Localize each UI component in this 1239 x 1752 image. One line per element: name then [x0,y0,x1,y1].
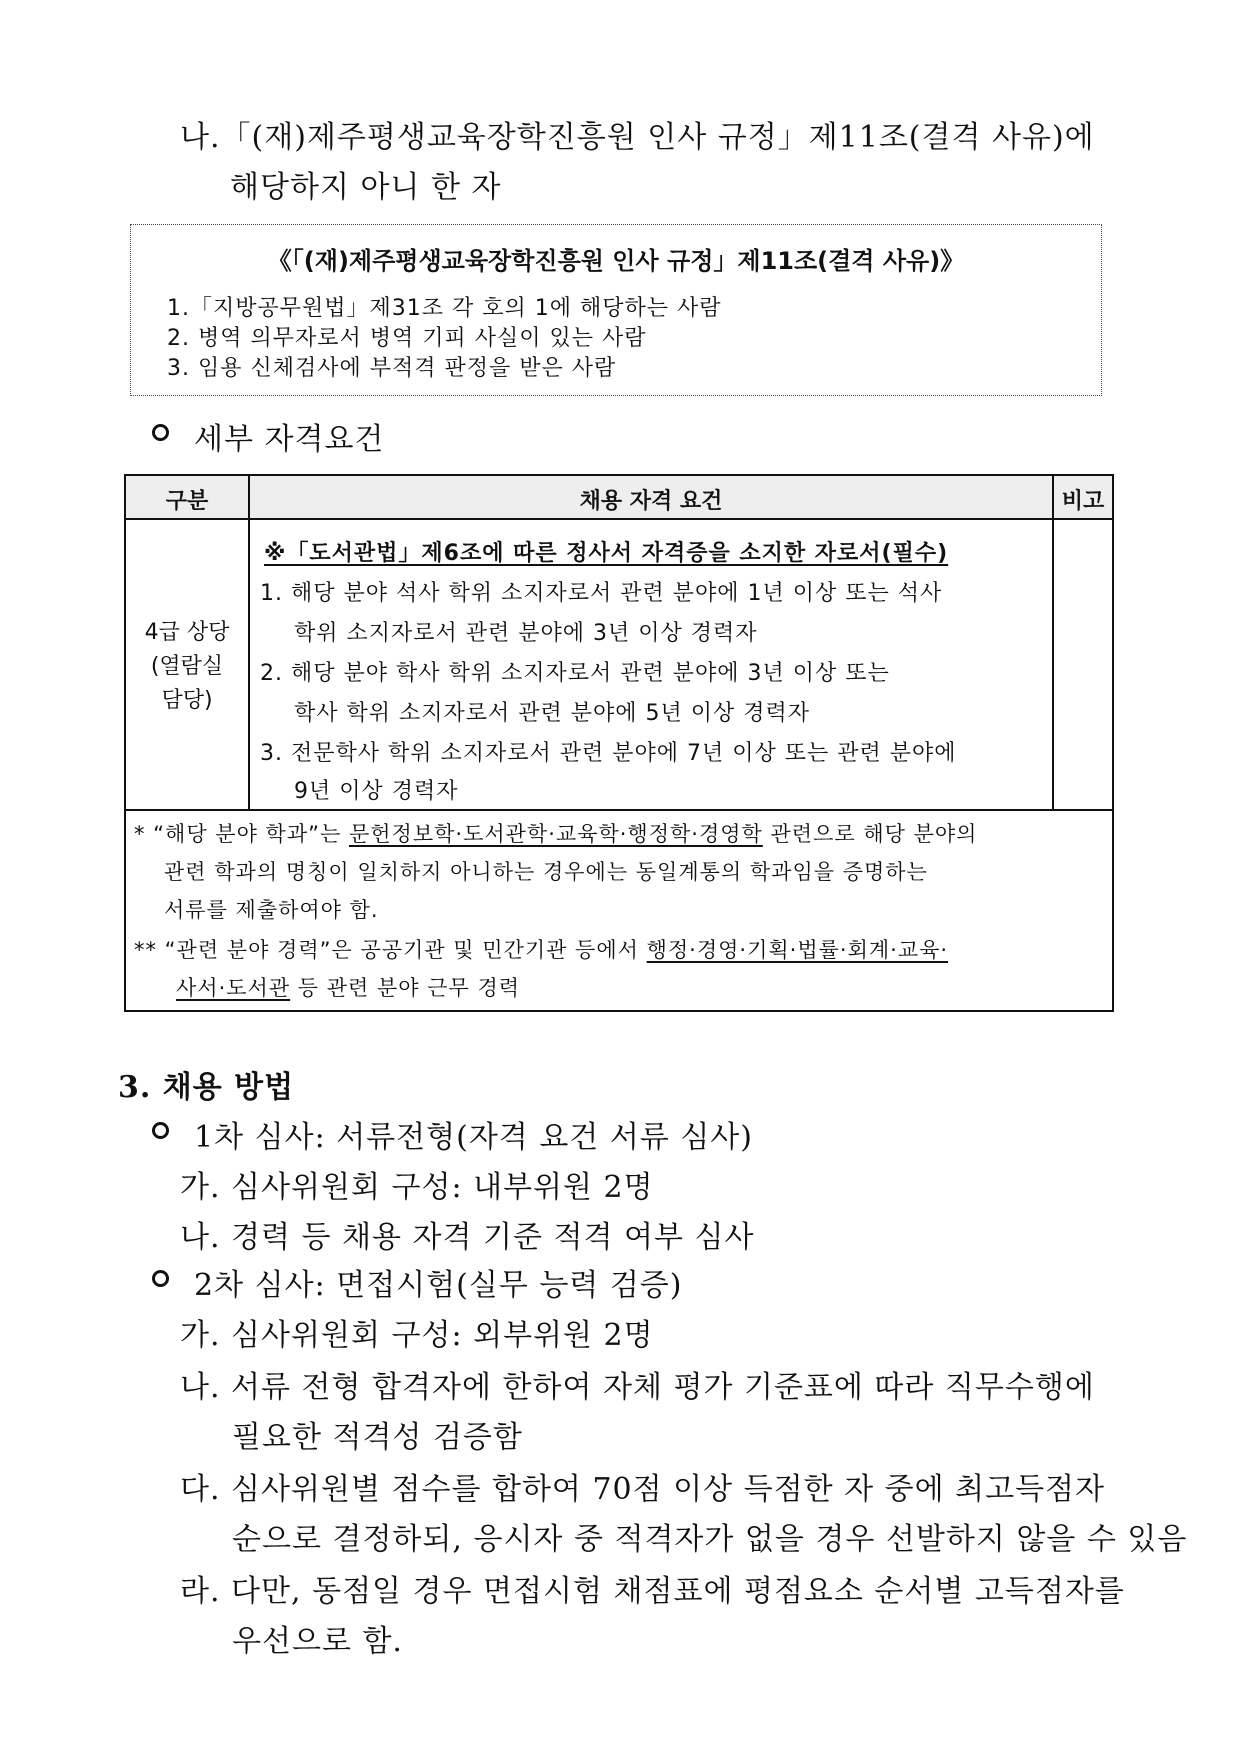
footnote-2-suffix: 등 관련 분야 근무 경력 [290,976,521,1000]
category-line-3: 담당) [161,688,213,713]
header-category: 구분 [165,489,209,514]
disqualification-rule-box [130,224,1102,396]
footnote-2-line-1 [134,934,948,964]
detail-heading: 세부 자격요건 [194,422,385,457]
stage-2-item-na-line-1: 나. 서류 전형 합격자에 한하여 자체 평가 기준표에 따라 직무수행에 [180,1370,1095,1405]
requirement-line-4: 학사 학위 소지자로서 관련 분야에 5년 이상 경력자 [294,701,810,726]
stage-1-item-ga: 가. 심사위원회 구성: 내부위원 2명 [180,1170,654,1205]
stage-2-item-da-line-2: 순으로 결정하되, 응시자 중 적격자가 없을 경우 선발하지 않을 수 있음 [232,1522,1188,1557]
footnote-2-prefix: ** “관련 분야 경력”은 공공기관 및 민간기관 등에서 [134,938,647,962]
footnote-1-underlined: 문헌정보학·도서관학·교육학·행정학·경영학 [348,822,763,846]
footnote-2-underlined-1: 행정·경영·기획·법률·회계·교육· [646,938,949,962]
footnote-1-line-2: 관련 학과의 명칭이 일치하지 아니하는 경우에는 동일계통의 학과임을 증명하는 [164,860,928,884]
requirement-line-3: 2. 해당 분야 학사 학위 소지자로서 관련 분야에 3년 이상 또는 [260,661,890,686]
col-divider-1 [248,476,250,810]
circle-bullet-icon [152,1270,169,1287]
qualification-table [124,474,1114,1012]
stage-1-title: 1차 심사: 서류전형(자격 요건 서류 심사) [194,1120,753,1155]
intro-line-2: 해당하지 아니 한 자 [230,170,502,205]
header-remarks: 비고 [1061,489,1105,514]
category-line-2: (열람실 [150,654,224,679]
rule-box-title: 《「(재)제주평생교육장학진흥원 인사 규정」제11조(결격 사유)》 [267,247,965,275]
section-3-heading: 3. 채용 방법 [118,1070,295,1105]
stage-2-item-na-line-2: 필요한 적격성 검증함 [232,1420,523,1455]
requirement-line-6: 9년 이상 경력자 [294,779,459,804]
row-divider [126,809,1112,811]
footnote-1-line-1 [134,818,977,848]
footnote-1-prefix: * “해당 분야 학과”는 [134,822,349,846]
stage-1-item-na: 나. 경력 등 채용 자격 기준 적격 여부 심사 [180,1220,755,1255]
rule-item-1: 1.「지방공무원법」제31조 각 호의 1에 해당하는 사람 [167,296,722,321]
intro-line-1: 나.「(재)제주평생교육장학진흥원 인사 규정」제11조(결격 사유)에 [180,120,1095,155]
circle-bullet-icon [152,424,169,441]
header-requirements: 채용 자격 요건 [579,489,723,514]
rule-item-2: 2. 병역 의무자로서 병역 기피 사실이 있는 사람 [167,326,647,351]
footnote-1-line-3: 서류를 제출하여야 함. [164,898,379,922]
stage-2-item-ra-line-2: 우선으로 함. [232,1624,403,1659]
col-divider-2 [1052,476,1054,810]
requirement-line-5: 3. 전문학사 학위 소지자로서 관련 분야에 7년 이상 또는 관련 분야에 [260,741,957,766]
stage-2-item-ga: 가. 심사위원회 구성: 외부위원 2명 [180,1318,654,1353]
stage-2-item-da-line-1: 다. 심사위원별 점수를 합하여 70점 이상 득점한 자 중에 최고득점자 [180,1472,1106,1507]
requirement-line-1: 1. 해당 분야 석사 학위 소지자로서 관련 분야에 1년 이상 또는 석사 [260,581,943,606]
circle-bullet-icon [152,1122,169,1139]
footnote-1-suffix: 관련으로 해당 분야의 [762,822,978,846]
category-line-1: 4급 상당 [144,620,230,645]
stage-2-item-ra-line-1: 라. 다만, 동점일 경우 면접시험 채점표에 평점요소 순서별 고득점자를 [180,1574,1125,1609]
rule-item-3: 3. 임용 신체검사에 부적격 판정을 받은 사람 [167,356,617,381]
footnote-2-underlined-2: 사서·도서관 [176,976,291,1000]
stage-2-title: 2차 심사: 면접시험(실무 능력 검증) [194,1268,683,1303]
requirement-note: ※「도서관법」제6조에 따른 정사서 자격증을 소지한 자로서(필수) [264,541,949,566]
footnote-2-line-2 [176,972,520,1002]
requirement-line-2: 학위 소지자로서 관련 분야에 3년 이상 경력자 [294,621,758,646]
